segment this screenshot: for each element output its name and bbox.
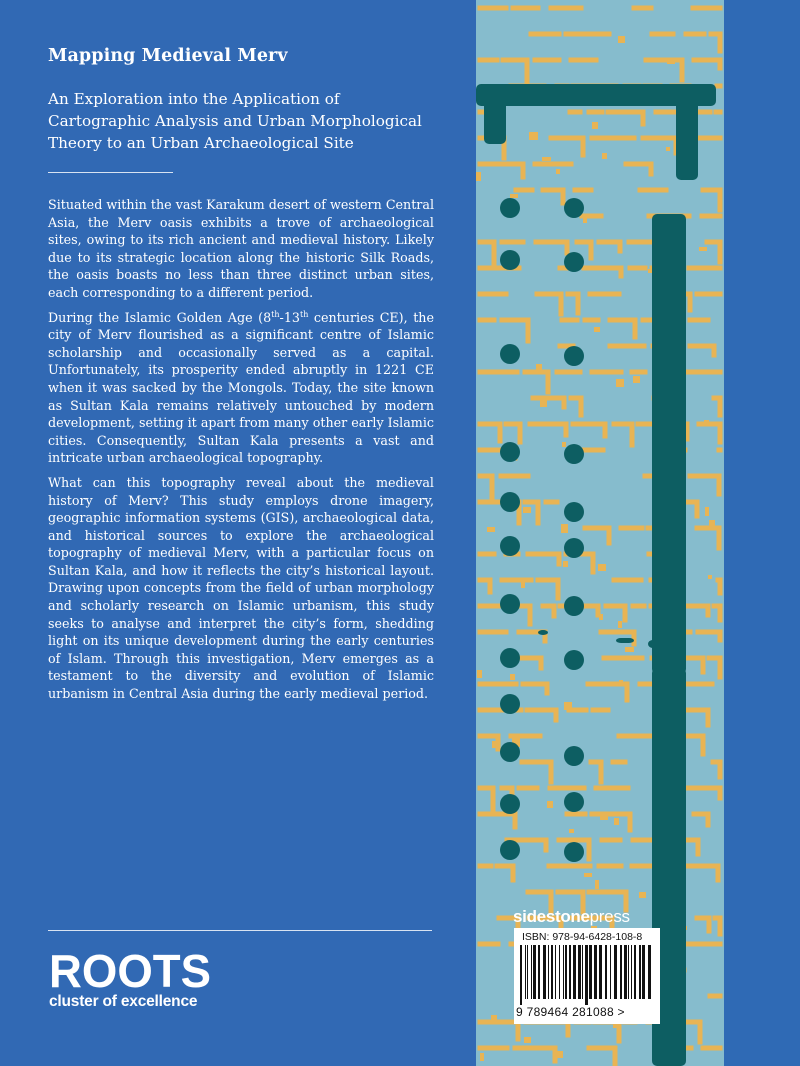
barcode-bar xyxy=(569,945,571,999)
map-well xyxy=(564,650,584,670)
map-ruin-block xyxy=(599,614,603,620)
map-ruin-block xyxy=(648,269,652,273)
map-ruin-block xyxy=(704,420,709,426)
barcode-bar xyxy=(624,945,627,999)
map-well xyxy=(500,794,520,814)
map-well xyxy=(564,502,584,522)
book-title: Mapping Medieval Merv xyxy=(48,46,288,66)
map-ruin-block xyxy=(476,172,481,181)
map-ruin-block xyxy=(625,647,634,652)
map-ruin-block xyxy=(491,1015,497,1023)
map-ruin-block xyxy=(595,880,599,889)
barcode-bar xyxy=(639,945,641,999)
barcode-digits: 9 789464 281088 > xyxy=(516,1005,625,1019)
subtitle-line: Theory to an Urban Archaeological Site xyxy=(48,134,354,152)
barcode-bar xyxy=(620,945,622,999)
barcode-bar xyxy=(585,945,588,1005)
map-ruin-block xyxy=(709,520,715,526)
map-ruin-block xyxy=(542,157,551,161)
map-ruin-block xyxy=(592,122,598,129)
barcode-bar xyxy=(589,945,592,999)
barcode-bar xyxy=(634,945,636,999)
roots-logo xyxy=(49,948,249,992)
publisher-logo: sidestonepress xyxy=(513,907,630,926)
map-ruin-block xyxy=(639,892,646,898)
map-ruin-block xyxy=(616,379,624,387)
map-ruin-block xyxy=(556,169,560,174)
map-wall xyxy=(652,600,657,660)
barcode-bar xyxy=(578,945,581,999)
map-ruin-block xyxy=(699,247,707,251)
roots-tagline: cluster of excellence xyxy=(49,993,198,1010)
barcode-bar xyxy=(605,945,607,999)
map-well xyxy=(564,842,584,862)
map-ruin-block xyxy=(529,132,538,140)
footer-divider xyxy=(48,930,432,931)
map-well xyxy=(564,596,584,616)
barcode-bar xyxy=(548,945,549,999)
map-ruin-block xyxy=(563,561,568,567)
map-well xyxy=(564,252,584,272)
map-wall xyxy=(616,638,634,643)
barcode-bar xyxy=(594,945,597,999)
isbn-label: ISBN: 978-94-6428-108-8 xyxy=(522,931,643,943)
map-ruin-block xyxy=(510,674,515,680)
map-wall-line xyxy=(718,580,720,593)
barcode-bar xyxy=(520,945,522,1005)
barcode-bar xyxy=(582,945,583,999)
map-ruin-block xyxy=(619,680,623,684)
subtitle-line: Cartographic Analysis and Urban Morphological xyxy=(48,112,422,130)
map-well xyxy=(500,648,520,668)
map-ruin-block xyxy=(584,873,592,877)
barcode-bar xyxy=(559,945,560,999)
map-ruin-block xyxy=(600,815,608,820)
barcode-bar xyxy=(642,945,645,999)
map-wall xyxy=(484,84,506,144)
map-ruin-block xyxy=(666,147,670,151)
map-ruin-block xyxy=(492,741,499,748)
map-ruin-block xyxy=(480,1053,484,1061)
map-ruin-block xyxy=(569,829,574,833)
blurb-paragraph-2: During the Islamic Golden Age (8th-13th centuries CE), the city of Merv flourished as a significant centre of Islamic scholarship and occasionally served as a capital. Unfortunately, its prosperity ended abruptly in 1221 CE when it was sacked by the Mongols. Today, the site known as Sultan Kala remains relatively untouched by modern development, setting it apart from many other early Islamic cities. Consequently, Sultan Kala presents a vast and intricate urban archaeological topography. xyxy=(48,309,434,466)
cover-edge-strip xyxy=(724,0,800,1066)
subtitle-line: An Exploration into the Application of xyxy=(48,90,340,108)
barcode-bar xyxy=(533,945,536,999)
map-ruin-block xyxy=(594,327,600,332)
map-ruin-block xyxy=(477,670,482,678)
barcode-bar xyxy=(631,945,632,999)
map-ruin-block xyxy=(602,153,607,159)
map-ruin-block xyxy=(540,400,547,407)
map-well xyxy=(500,198,520,218)
blurb-paragraph-1: Situated within the vast Karakum desert of western Central Asia, the Merv oasis exhibits a trove of archaeological sites, owing to its rich ancient and medieval history. Likely due to its strategic location along the historic Silk Roads, the oasis boasts no less than three distinct urban sites, each corresponding to a different period. xyxy=(48,197,434,300)
book-subtitle xyxy=(48,88,448,154)
map-well xyxy=(564,198,584,218)
map-well xyxy=(500,742,520,762)
map-ruin-block xyxy=(618,36,625,43)
map-ruin-block xyxy=(554,1051,563,1058)
map-ruin-block xyxy=(667,60,675,64)
map-well xyxy=(500,840,520,860)
barcode-bar xyxy=(628,945,629,999)
map-well xyxy=(564,346,584,366)
map-well xyxy=(500,694,520,714)
map-ruin-block xyxy=(523,507,531,513)
map-ruin-block xyxy=(521,581,525,588)
map-well xyxy=(500,344,520,364)
blurb-paragraph-3: What can this topography reveal about the medieval history of Merv? This study employs drone imagery, geographic information systems (GIS), archaeological data, and historical sources to explore the archaeological topography of medieval Merv, with a particular focus on Sultan Kala, and how it reflects the city’s historical layout. Drawing upon concepts from the field of urban morphology and scholarly research on Islamic urbanism, this study seeks to analyse and interpret the city’s form, shedding light on its unique development during the early centuries of Islam. Through this investigation, Merv emerges as a testament to the diversity and evolution of Islamic urbanism in Central Asia during the early medieval period. xyxy=(48,474,434,702)
map-ruin-block xyxy=(536,364,542,371)
map-wall xyxy=(676,84,698,180)
barcode xyxy=(520,945,654,1005)
map-well xyxy=(500,442,520,462)
barcode-bar xyxy=(531,945,532,999)
map-ruin-block xyxy=(708,575,712,579)
map-ruin-block xyxy=(564,702,572,710)
map-well xyxy=(564,444,584,464)
barcode-bar xyxy=(551,945,553,999)
map-ruin-block xyxy=(633,376,640,383)
map-ruin-block xyxy=(547,801,553,808)
barcode-bar xyxy=(543,945,546,999)
map-ruin-block xyxy=(705,507,709,516)
map-ruin-block xyxy=(598,564,606,571)
barcode-bar xyxy=(555,945,556,999)
map-well xyxy=(500,250,520,270)
barcode-bar xyxy=(614,945,617,999)
barcode-bar xyxy=(565,945,567,999)
map-ruin-block xyxy=(487,527,495,532)
map-well xyxy=(564,746,584,766)
map-ruin-block xyxy=(562,442,566,447)
barcode-bar xyxy=(610,945,611,999)
blurb xyxy=(48,196,434,710)
map-wall xyxy=(652,214,686,674)
map-ruin-block xyxy=(618,621,622,628)
map-well xyxy=(500,594,520,614)
barcode-bar xyxy=(538,945,540,999)
map-wall xyxy=(538,630,548,635)
barcode-bar xyxy=(527,945,528,999)
barcode-bar xyxy=(525,945,526,999)
map-well xyxy=(500,536,520,556)
title-divider xyxy=(48,172,173,173)
map-ruin-block xyxy=(510,194,518,198)
barcode-bar xyxy=(599,945,602,999)
barcode-bar xyxy=(573,945,576,999)
map-ruin-block xyxy=(614,818,619,825)
map-well xyxy=(564,538,584,558)
barcode-bar xyxy=(648,945,651,999)
map-well xyxy=(564,792,584,812)
map-well xyxy=(500,492,520,512)
map-ruin-block xyxy=(524,1037,531,1043)
map-ruin-block xyxy=(561,524,568,533)
barcode-panel xyxy=(514,928,660,1024)
roots-wordmark: ROOTS xyxy=(49,948,211,992)
barcode-bar xyxy=(563,945,564,999)
map-ruin-block xyxy=(583,215,587,223)
